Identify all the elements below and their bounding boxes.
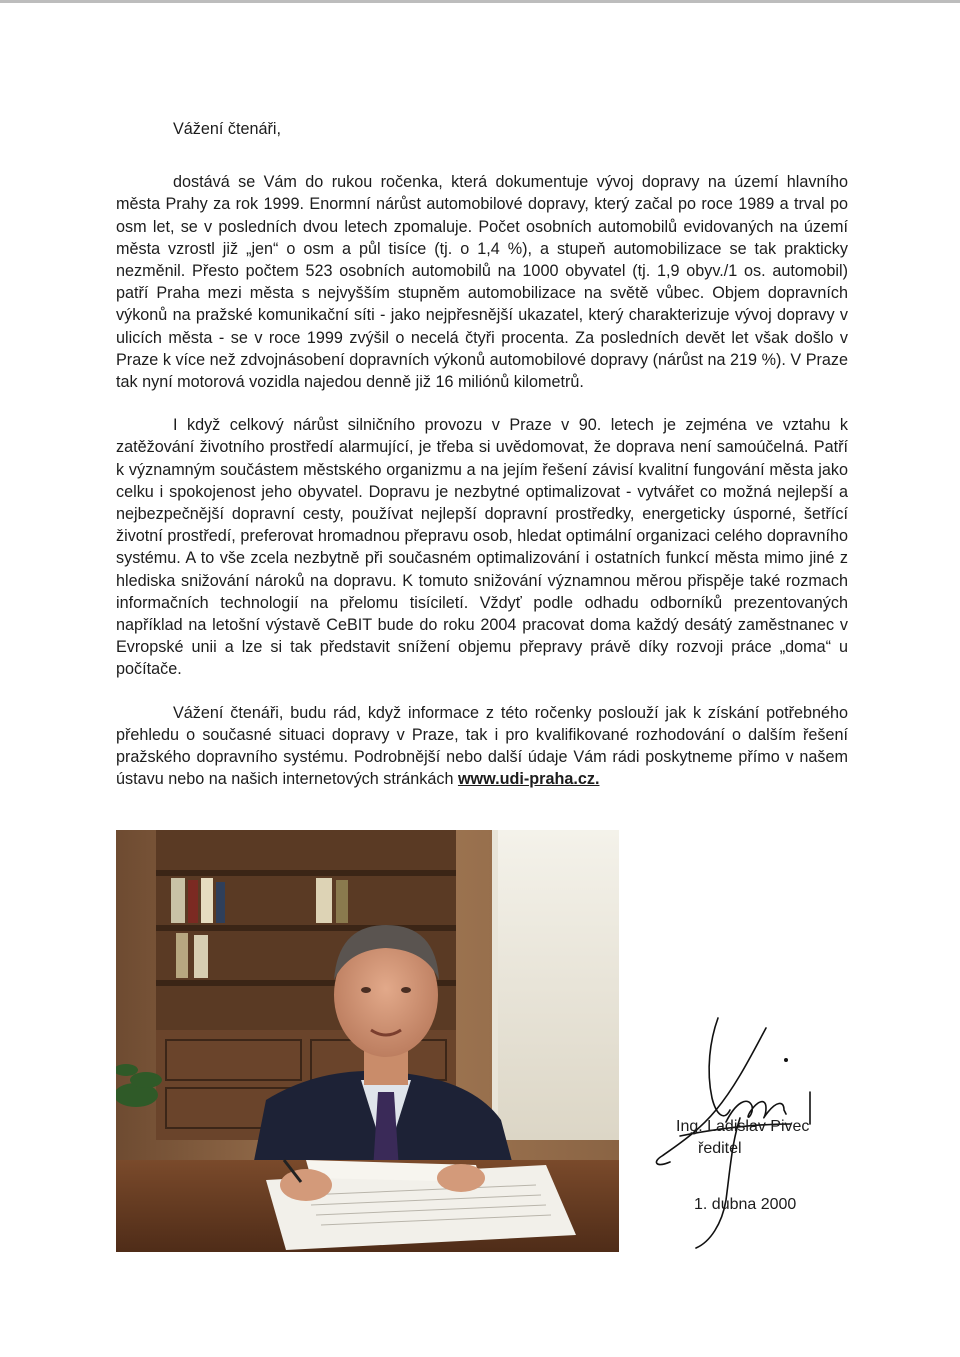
paragraph-1: dostává se Vám do rukou ročenka, která dokumentuje vývoj dopravy na území hlavního města Prahy za rok 1999. Enormní nárůst automobilové dopravy, který začal po roce 1989 a trval po osm let, se v posledních dvou letech zpomaluje. Počet osobních automobilů evidovaných na území města vzrostl již „jen“ o osm a půl tisíce (tj. o 1,4 %), a stupeň automobilizace se tak prakticky nezměnil. Přesto počtem 523 osobních automobilů na 1000 obyvatel (tj. 1,9 obyv./1 os. automobil) patří Praha mezi města s nejvyšším stupněm automobilizace na světě vůbec. Objem dopravních výkonů na pražské komunikační síti - jako nejpřesnější ukazatel, který charakterizuje vývoj dopravy v ulicích města - se v roce 1999 zvýšil o necelá čtyři procenta. Za posledních devět let však došlo v Praze k více než zdvojnásobení dopravních výkonů automobilové dopravy (nárůst na 219 %). V Praze tak nyní motorová vozidla najedou denně již 16 miliónů kilometrů.: [116, 173, 848, 392]
paragraph-3-text: Vážení čtenáři, budu rád, když informace z této ročenky poslouží jak k získání potřebného přehledu o současné situaci dopravy v Praze, tak i pro kvalifikované rozhodování o dalším řešení pražského dopravního systému. Podrobnější nebo další údaje Vám rádi poskytneme přímo v našem ústavu nebo na našich internetových stránkách: [116, 703, 848, 789]
letter-date: 1. dubna 2000: [694, 1196, 797, 1213]
director-portrait-photo: [116, 830, 619, 1252]
website-link[interactable]: www.udi-praha.cz.: [457, 770, 600, 789]
letter-body: [116, 118, 848, 790]
paragraph-3: [116, 702, 848, 791]
signatory-title: ředitel: [698, 1140, 742, 1157]
paragraph-2: I když celkový nárůst silničního provozu v Praze v 90. letech je zejména ve vztahu k zatěžování životního prostředí alarmující, je třeba si uvědomovat, že doprava není samoúčelná. Patří k významným součástem městského organizmu a na jejím řešení závisí kvalitní fungování města jako celku i spokojenost jeho obyvatel. Dopravu je nezbytné optimalizovat - vytvářet co možná nejlepší a nejbezpečnější dopravní cesty, používat nejlepší dopravní prostředky, energeticky úsporné, šetřící životní prostředí, preferovat hromadnou přepravu osob, hledat optimální organizaci celého dopravního systému. A to vše zcela nezbytně při současném optimalizování i ostatních funkcí města mimo jiné z hlediska snižování nároků na dopravu. K tomuto snižování významnou měrou přispěje také rozmach informačních technologií na přelomu tisíciletí. Vždyť podle odhadu odborníků prezentovaných například na letošní výstavě CeBIT bude do roku 2004 pracovat doma každý desátý zaměstnanec v Evropské unii a lze si tak představit snížení objemu přepravy právě díky rozvoji práce „doma“ u počítače.: [116, 416, 848, 679]
salutation: Vážení čtenáři,: [173, 120, 281, 138]
signature-block: [640, 1010, 920, 1260]
top-edge-rule: [0, 0, 960, 3]
signatory-name: Ing. Ladislav Pivec: [676, 1118, 810, 1135]
